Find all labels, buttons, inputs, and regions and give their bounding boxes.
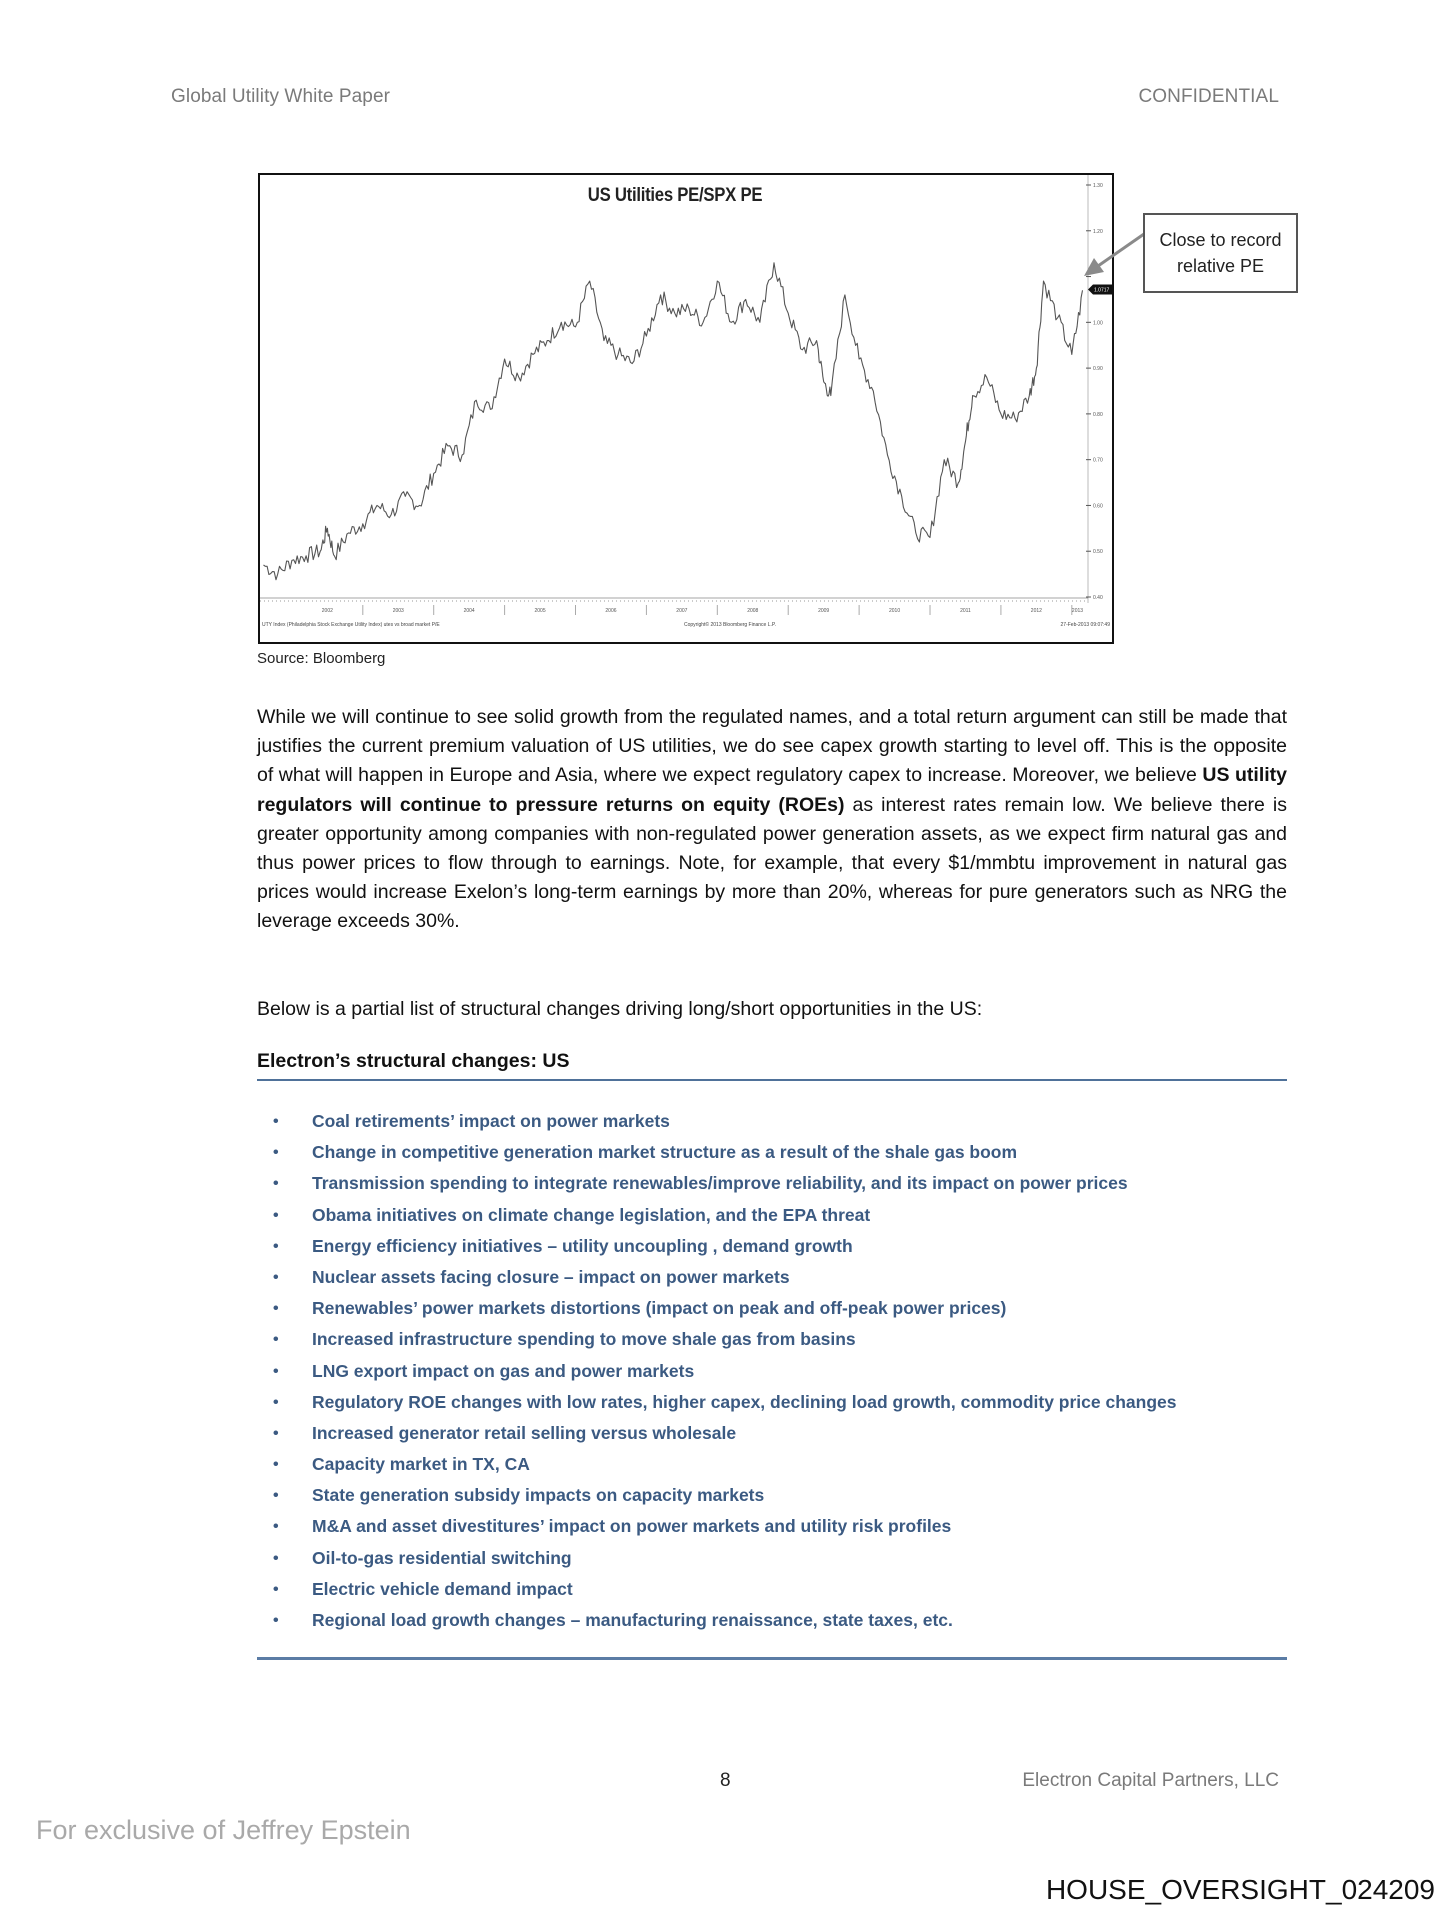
para1-text-a: While we will continue to see solid growth from the regulated names, and a total return argument can still be made that justifies the current premium valuation of US utilities, we do see capex growth starting to level off. This is the opposite of what will happen in Europe and Asia, where we expect regulatory capex to increase. Moreover, we believe <box>257 706 1287 787</box>
chart-figure <box>258 173 1114 644</box>
list-item-text: Coal retirements’ impact on power markets <box>312 1111 670 1131</box>
company-footer: Electron Capital Partners, LLC <box>1022 1770 1279 1791</box>
x-tick-label: 2005 <box>534 608 546 614</box>
chart-footer-timestamp: 27-Feb-2013 09:07:49 <box>1060 622 1110 628</box>
list-item <box>257 1356 1287 1387</box>
chart-annotation-callout <box>1143 213 1298 293</box>
list-item-text: State generation subsidy impacts on capacity markets <box>312 1485 765 1506</box>
list-item-text: Obama initiatives on climate change legislation, and the EPA threat <box>312 1204 871 1225</box>
list-item-text: Nuclear assets facing closure – impact on power markets <box>312 1266 790 1287</box>
y-tick-label: 0.40 <box>1093 595 1103 601</box>
list-item <box>257 1106 1287 1137</box>
list-item-text: M&A and asset divestitures’ impact on power markets and utility risk profiles <box>312 1516 952 1537</box>
bullet-icon: • <box>273 1175 279 1193</box>
structural-changes-list <box>257 1106 1287 1636</box>
bullet-icon: • <box>273 1487 279 1505</box>
section-heading: Electron’s structural changes: US <box>257 1050 1287 1081</box>
list-item <box>257 1168 1287 1199</box>
line-chart <box>260 175 1112 642</box>
bullet-icon: • <box>273 1144 279 1162</box>
para1-emphasis: US utility regulators will continue to pressure returns on equity (ROEs) <box>257 764 1287 816</box>
list-item <box>257 1605 1287 1636</box>
list-item-text: Change in competitive generation market structure as a result of the shale gas boom <box>312 1142 1018 1163</box>
x-tick-label: 2013 <box>1071 608 1084 614</box>
x-tick-label: 2003 <box>392 608 404 614</box>
list-item <box>257 1449 1287 1480</box>
list-item <box>257 1511 1287 1542</box>
bullet-icon: • <box>273 1113 279 1130</box>
list-item-text: Electric vehicle demand impact <box>312 1578 573 1599</box>
bullet-icon: • <box>273 1268 279 1286</box>
x-tick-label: 2011 <box>960 608 971 614</box>
list-item <box>257 1137 1287 1168</box>
bullet-icon: • <box>273 1518 279 1536</box>
list-item-text: Regional load growth changes – manufacturing renaissance, state taxes, etc. <box>312 1610 953 1630</box>
list-item-text: Regulatory ROE changes with low rates, higher capex, declining load growth, commodity price changes <box>312 1391 1177 1412</box>
section-bottom-rule <box>257 1657 1287 1660</box>
list-item <box>257 1262 1287 1293</box>
last-value-label: 1.0717 <box>1094 287 1110 294</box>
list-item <box>257 1543 1287 1574</box>
x-tick-label: 2010 <box>889 608 901 614</box>
list-item <box>257 1418 1287 1449</box>
y-tick-label: 1.20 <box>1093 228 1103 235</box>
x-tick-label: 2012 <box>1030 608 1042 614</box>
header-confidential-label: CONFIDENTIAL <box>1138 86 1279 107</box>
y-tick-label: 0.90 <box>1093 366 1103 373</box>
y-tick-label: 1.30 <box>1093 183 1103 189</box>
list-item <box>257 1480 1287 1511</box>
list-item-text: Transmission spending to integrate renewables/improve reliability, and its impact on power prices <box>312 1173 1128 1194</box>
list-item <box>257 1324 1287 1355</box>
body-paragraph-1 <box>257 703 1287 937</box>
header-document-title: Global Utility White Paper <box>171 86 391 107</box>
bullet-icon: • <box>273 1362 279 1380</box>
chart-title: US Utilities PE/SPX PE <box>587 185 763 206</box>
bullet-icon: • <box>273 1206 279 1224</box>
x-tick-label: 2006 <box>605 608 617 614</box>
y-tick-label: 1.00 <box>1093 320 1103 327</box>
bates-number: HOUSE_OVERSIGHT_024209 <box>1045 1874 1435 1905</box>
bullet-icon: • <box>273 1612 279 1629</box>
x-tick-label: 2007 <box>676 608 688 614</box>
list-item-text: LNG export impact on gas and power markets <box>312 1360 695 1381</box>
para1-text-b: as interest rates remain low. We believe there is greater opportunity among companies with non-regulated power generation assets, as we expect firm natural gas and thus power prices to flow through to earnings. Note, for example, that every $1/mmbtu improvement in natural gas prices would increase Exelon’s long-term earnings by more than 20%, whereas for pure generators such as NRG the leverage exceeds 30%. <box>257 793 1287 933</box>
chart-source-caption: Source: Bloomberg <box>257 650 386 667</box>
page-number: 8 <box>720 1770 731 1791</box>
body-paragraph-2: Below is a partial list of structural changes driving long/short opportunities in the US: <box>257 998 983 1020</box>
y-tick-label: 0.50 <box>1093 549 1103 556</box>
y-tick-label: 0.80 <box>1093 411 1103 418</box>
list-item-text: Capacity market in TX, CA <box>312 1454 530 1475</box>
list-item <box>257 1231 1287 1262</box>
x-tick-label: 2009 <box>818 608 830 614</box>
x-tick-label: 2008 <box>747 608 759 614</box>
callout-arrow-icon <box>1080 230 1150 290</box>
x-tick-label: 2002 <box>321 608 333 614</box>
x-tick-label: 2004 <box>463 608 475 614</box>
y-tick-label: 0.60 <box>1093 503 1103 510</box>
watermark-text: For exclusive of Jeffrey Epstein <box>36 1815 411 1845</box>
list-item-text: Increased generator retail selling versus wholesale <box>312 1422 737 1443</box>
bullet-icon: • <box>273 1549 279 1567</box>
y-tick-label: 0.70 <box>1093 457 1103 464</box>
bullet-icon: • <box>273 1331 279 1349</box>
bullet-icon: • <box>273 1424 279 1442</box>
chart-footer-index-description: UTY Index (Philadelphia Stock Exchange Utility Index) utes vs broad market P/E <box>262 622 440 628</box>
bullet-icon: • <box>273 1456 279 1474</box>
list-item <box>257 1200 1287 1231</box>
bullet-icon: • <box>273 1300 279 1318</box>
list-item-text: Energy efficiency initiatives – utility uncoupling , demand growth <box>312 1235 853 1256</box>
list-item <box>257 1293 1287 1324</box>
list-item <box>257 1574 1287 1605</box>
bullet-icon: • <box>273 1237 279 1255</box>
chart-footer-copyright: Copyright© 2013 Bloomberg Finance L.P. <box>684 622 776 628</box>
list-item-text: Increased infrastructure spending to move shale gas from basins <box>312 1329 856 1350</box>
list-item-text: Oil-to-gas residential switching <box>312 1547 572 1568</box>
callout-line-2: relative PE <box>1176 256 1265 276</box>
callout-line-1: Close to record <box>1159 230 1282 250</box>
bullet-icon: • <box>273 1580 279 1598</box>
list-item-text: Renewables’ power markets distortions (impact on peak and off-peak power prices) <box>312 1298 1007 1319</box>
list-item <box>257 1387 1287 1418</box>
bullet-icon: • <box>273 1393 279 1411</box>
data-line <box>264 263 1083 580</box>
page-header <box>171 86 1279 108</box>
